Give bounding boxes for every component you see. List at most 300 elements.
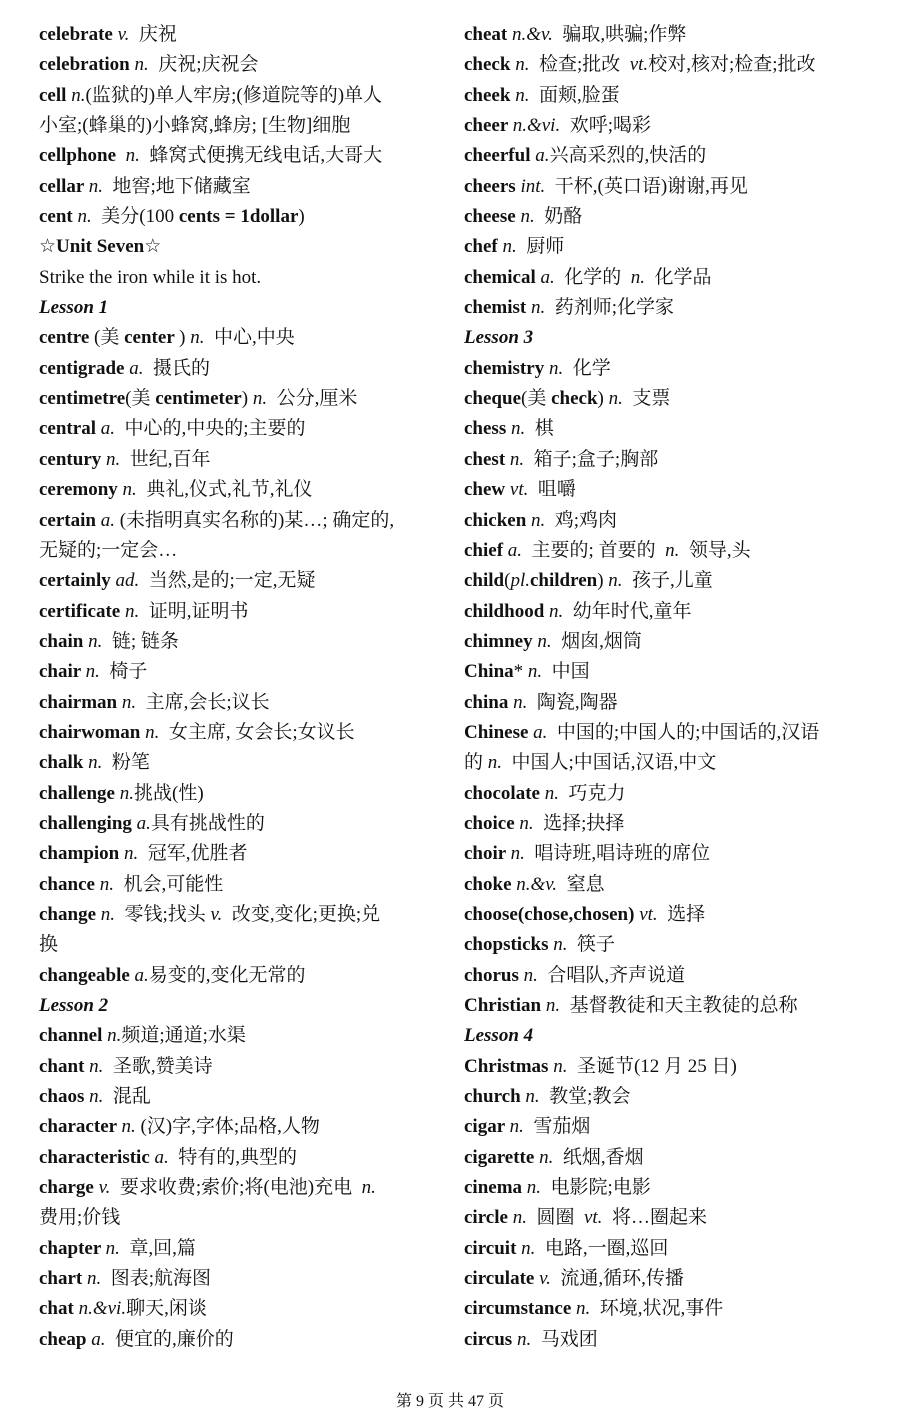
part-of-speech: vt. [639,903,658,925]
definition-text: 易变的,变化无常的 [148,964,306,986]
headword: cellar [39,175,89,197]
headword: ceremony [39,479,123,501]
headword: Chinese [464,721,534,743]
part-of-speech: n. [107,1025,122,1047]
part-of-speech: n. [85,661,100,683]
vocab-line [39,900,464,930]
part-of-speech: n. [630,266,646,288]
definition-text: Strike the iron while it is hot. [39,266,262,288]
vocab-line [464,566,889,596]
vocab-line [39,870,464,900]
headword: chef [464,236,503,258]
part-of-speech: n. [122,479,137,501]
definition-text: ) [597,570,609,592]
part-of-speech: n. [553,1055,568,1077]
headword: Christian [464,995,546,1016]
definition-text: (美 [521,388,552,410]
definition-text: 圣歌,赞美诗 [103,1055,213,1077]
part-of-speech: n. [106,448,121,470]
headword: centre [39,327,95,349]
vocab-line [464,536,889,566]
vocab-line [39,445,464,475]
part-of-speech: a. [540,266,555,288]
vocab-line [39,657,464,687]
definition-text: 药剂师;化学家 [545,297,675,319]
headword: china [464,691,514,713]
definition-text: 机会,可能性 [113,873,224,895]
definition-text: 无疑的;一定会… [39,539,178,561]
vocab-line [39,506,464,536]
vocab-line [464,202,889,232]
vocab-line [39,323,464,353]
definition-text: 中心的,中央的;主要的 [114,418,306,440]
headword: choir [464,843,511,865]
vocab-line [39,809,464,839]
vocab-line [464,627,889,657]
headword: choice [464,812,520,834]
headword: check [464,54,516,76]
vocab-line [39,81,464,111]
definition-text: 唱诗班,唱诗班的席位 [524,843,711,865]
headword: celebration [39,54,135,76]
left-column [39,20,464,1355]
definition-text: 基督教徒和天主教徒的总称 [560,995,798,1016]
part-of-speech: n. [520,206,535,228]
part-of-speech: n. [361,1177,376,1199]
headword: centimetre [39,388,126,410]
headword: choose(chose,chosen) [464,903,640,925]
part-of-speech: vt. [583,1207,603,1229]
page-number-footer: 第 9 页 共 47 页 [395,1393,504,1410]
definition-text: 流通,循环,传播 [550,1268,684,1290]
headword: chance [39,873,100,895]
definition-text: 当然,是的;一定,无疑 [139,570,316,592]
vocab-line [464,475,889,505]
definition-text: 链; 链条 [102,630,179,652]
headword: certain [39,509,101,531]
vocab-line [464,870,889,900]
vocab-line [39,930,464,960]
part-of-speech: n. [119,782,134,804]
part-of-speech: n. [134,54,149,76]
headword: cheap [39,1328,92,1350]
headword: centigrade [39,357,130,379]
headword: chart [39,1268,88,1290]
headword: chant [39,1055,90,1077]
vocab-line [39,475,464,505]
headword: cheque [464,388,521,410]
definition-text: (未指明真实名称的)某…; 确定的, [114,509,395,531]
lesson-heading: Lesson 3 [464,327,534,349]
definition-text: 化学品 [645,266,712,288]
definition-text: 中国的;中国人的;中国话的,汉语 [547,721,820,743]
definition-text: 具有挑战性的 [150,812,265,834]
headword: cigar [464,1116,510,1138]
definition-text: 环境,状况,事件 [590,1298,724,1320]
vocab-line [464,961,889,991]
part-of-speech: n. [87,1268,102,1290]
vocab-line [39,839,464,869]
definition-text: 中国 [542,661,590,683]
vocab-line [39,111,464,141]
headword: circus [464,1328,517,1350]
definition-text: 主席,会长;议长 [136,691,270,713]
definition-text: 纸烟,香烟 [553,1146,644,1168]
part-of-speech: n. [89,1086,104,1108]
definition-text: 陶瓷,陶器 [527,691,618,713]
part-of-speech: n. [190,327,205,349]
vocab-line [464,1203,889,1233]
part-of-speech: a. [134,964,149,986]
headword: cell [39,84,72,106]
vocab-line [39,232,464,262]
headword: chapter [39,1237,106,1259]
part-of-speech: n. [487,752,503,774]
vocab-line [39,172,464,202]
part-of-speech: n. [665,539,680,561]
definition-text: 庆祝;庆祝会 [148,54,259,76]
headword: champion [39,843,124,865]
part-of-speech: a. [154,1146,169,1168]
vocab-line [39,414,464,444]
vocab-line [464,354,889,384]
vocab-line [39,627,464,657]
headword: chemical [464,266,541,288]
vocab-line [464,384,889,414]
headword: chicken [464,509,532,531]
part-of-speech: n. [71,84,86,106]
headword: child [464,570,505,592]
vocab-line [464,172,889,202]
headword: center [124,327,180,349]
headword: chalk [39,752,89,774]
part-of-speech: n. [105,1237,120,1259]
definition-text: 地窖;地下储藏室 [103,175,251,197]
part-of-speech: a. [100,418,115,440]
headword: China [464,661,514,683]
definition-text: 厨师 [516,236,565,258]
part-of-speech: n. [545,995,561,1016]
definition-text: (美 [94,327,125,349]
vocab-line [39,1082,464,1112]
definition-text: 干杯,(英口语)谢谢,再见 [545,175,748,197]
definition-text: 巧克力 [558,782,626,804]
vocab-line [464,839,889,869]
headword: certainly [39,570,116,592]
headword: cheese [464,206,521,228]
definition-text: ) [597,388,609,410]
definition-text: 教堂;教会 [539,1086,631,1108]
definition-text: (汉)字,字体;品格,人物 [135,1116,320,1138]
definition-text: 骗取,哄骗;作弊 [552,24,687,45]
part-of-speech: n. [145,721,160,743]
definition-text: 鸡;鸡肉 [545,509,618,531]
vocab-line [464,597,889,627]
headword: challenging [39,812,137,834]
definition-text: ) [179,327,191,349]
headword: cheek [464,84,516,106]
part-of-speech: n. [553,934,568,956]
headword: chimney [464,630,538,652]
part-of-speech: n. [576,1298,591,1320]
part-of-speech: n. [531,509,546,531]
vocab-line [39,1325,464,1355]
headword: circuit [464,1237,522,1259]
definition-text: 图表;航海图 [101,1268,212,1290]
vocab-line [39,536,464,566]
definition-text: 女主席, 女会长;女议长 [159,721,355,743]
part-of-speech: n. [77,206,92,228]
part-of-speech: n. [100,903,115,925]
vocab-line [464,50,889,80]
definition-text: 马戏团 [531,1328,598,1350]
definition-text: 化学的 [554,266,631,288]
definition-text: 小室;(蜂巢的)小蜂窝,蜂房; [生物]细胞 [39,115,351,137]
part-of-speech: n.&v. [516,873,558,895]
headword: chest [464,448,510,470]
part-of-speech: v. [98,1177,111,1199]
headword: chairwoman [39,721,146,743]
part-of-speech: n. [502,236,517,258]
vocab-line [39,779,464,809]
definition-text: 棋 [525,418,554,440]
vocab-line [464,991,889,1021]
part-of-speech: n. [510,843,525,865]
part-of-speech: n. [515,54,530,76]
part-of-speech: n. [509,448,525,470]
vocab-line [464,1143,889,1173]
definition-text: 特有的,典型的 [168,1146,298,1168]
lesson-heading: Lesson 2 [39,995,109,1016]
definition-text: 挑战(性) [134,782,204,804]
vocab-line [39,1234,464,1264]
definition-text: ☆ [144,236,162,258]
headword: chopsticks [464,934,554,956]
vocab-line [464,141,889,171]
definition-text: 咀嚼 [528,479,576,501]
part-of-speech: n. [526,1177,542,1199]
part-of-speech: v. [539,1268,551,1290]
definition-text: 奶酪 [534,206,583,228]
vocab-line [39,1173,464,1203]
definition-text: 换 [39,934,59,956]
vocab-line [464,293,889,323]
definition-text: 美分(100 [91,206,179,228]
vocab-line [464,1325,889,1355]
vocab-line [39,263,464,293]
part-of-speech: a. [535,145,550,167]
definition-text: 校对,核对;检查;批改 [648,54,816,76]
part-of-speech: n. [549,600,564,622]
headword: cents = 1dollar [178,206,299,228]
definition-text: 摄氏的 [143,357,210,379]
part-of-speech: n. [121,1116,136,1138]
vocab-line [39,597,464,627]
vocab-line [39,991,464,1021]
vocab-line [39,202,464,232]
headword: chorus [464,964,524,986]
vocab-line [464,688,889,718]
definition-text: (监狱的)单人牢房;(修道院等的)单人 [85,84,383,106]
definition-text: ☆ [39,236,57,258]
part-of-speech: n. [88,752,103,774]
headword: circumstance [464,1298,577,1320]
headword: challenge [39,782,120,804]
part-of-speech: n. [523,964,538,986]
definition-text: 化学 [563,357,611,379]
headword: childhood [464,600,550,622]
definition-text: 频道;通道;水渠 [121,1025,246,1047]
headword: cheers [464,175,521,197]
part-of-speech: n. [252,388,268,410]
part-of-speech: n. [88,630,103,652]
headword: church [464,1086,526,1108]
vocab-line [464,809,889,839]
part-of-speech: n. [548,357,564,379]
part-of-speech: vt. [509,479,529,501]
part-of-speech: n. [512,1207,527,1229]
headword: circulate [464,1268,540,1290]
vocab-line [39,293,464,323]
part-of-speech: ad. [115,570,140,592]
headword: chairman [39,691,122,713]
headword: Unit Seven [56,236,145,258]
definition-text: 圆圈 [526,1207,584,1229]
vocab-line [464,1173,889,1203]
headword: changeable [39,964,135,986]
part-of-speech: a. [136,812,151,834]
definition-text: 中心,中央 [204,327,295,349]
vocab-line [39,566,464,596]
headword: cheerful [464,145,536,167]
vocab-line [464,1082,889,1112]
definition-text: 雪茄烟 [523,1116,591,1138]
definition-text: * [513,661,528,683]
headword: choke [464,873,517,895]
vocab-line [464,506,889,536]
vocab-line [464,657,889,687]
part-of-speech: a. [129,357,144,379]
part-of-speech: n. [516,1328,532,1350]
vocab-line [464,930,889,960]
headword: chemistry [464,357,549,379]
vocab-line [464,1234,889,1264]
vocab-line [464,900,889,930]
part-of-speech: n.&v. [512,24,553,45]
headword: centimeter [155,388,242,410]
part-of-speech: n. [125,145,140,167]
definition-text: 改变,变化;更换;兑 [222,903,381,925]
definition-text: 公分,厘米 [267,388,358,410]
headword: children [529,570,598,592]
vocab-line [464,111,889,141]
definition-text: 要求收费;索价;将(电池)充电 [110,1177,362,1199]
part-of-speech: n. [99,873,114,895]
vocab-line [464,323,889,353]
vocab-line [39,1203,464,1233]
vocab-line [464,779,889,809]
part-of-speech: a. [100,509,115,531]
headword: cellphone [39,145,126,167]
definition-text: 世纪,百年 [120,448,211,470]
headword: character [39,1116,122,1138]
vocab-line [39,141,464,171]
definition-text: 欢呼;喝彩 [560,115,651,137]
definition-text: 电路,一圈,巡回 [535,1237,669,1259]
headword: cheat [464,24,513,45]
vocab-line [39,1264,464,1294]
part-of-speech: n. [608,570,623,592]
vocab-line [39,1021,464,1051]
definition-text: 兴高采烈的,快活的 [549,145,707,167]
vocab-line [464,263,889,293]
part-of-speech: n. [527,661,543,683]
part-of-speech: n. [121,691,137,713]
vocab-line [39,1052,464,1082]
vocab-line [464,1052,889,1082]
vocab-line [464,20,889,50]
definition-text: 合唱队,齐声说道 [537,964,686,986]
definition-text: 窒息 [557,873,605,895]
definition-text: 蜂窝式便携无线电话,大哥大 [139,145,383,167]
part-of-speech: n. [537,630,552,652]
definition-text: 便宜的,廉价的 [105,1328,234,1350]
headword: chat [39,1298,79,1320]
definition-text: 检查;批改 [529,54,630,76]
definition-text: 中国人;中国话,汉语,中文 [502,752,717,774]
headword: characteristic [39,1146,155,1168]
lesson-heading: Lesson 1 [39,297,109,319]
definition-text: 孩子,儿童 [622,570,713,592]
vocab-line [39,1143,464,1173]
part-of-speech: pl. [510,570,530,592]
part-of-speech: v. [210,903,223,925]
vocab-line [39,20,464,50]
vocab-line [464,445,889,475]
vocab-line [464,748,889,778]
vocab-line [39,718,464,748]
definition-text: 冠军,优胜者 [138,843,248,865]
right-column [464,20,889,1355]
vocab-line [464,1264,889,1294]
headword: chocolate [464,782,545,804]
headword: check [551,388,598,410]
part-of-speech: n.&vi. [78,1298,127,1320]
vocab-line [39,50,464,80]
definition-text: 的 [464,752,488,774]
vocab-line [39,384,464,414]
part-of-speech: n. [510,418,526,440]
definition-text: 聊天,闲谈 [126,1298,207,1320]
headword: Christmas [464,1055,554,1077]
headword: charge [39,1177,99,1199]
headword: cheer [464,115,513,137]
vocab-line [39,1294,464,1324]
headword: chair [39,661,86,683]
headword: century [39,448,107,470]
part-of-speech: n. [608,388,623,410]
part-of-speech: a. [91,1328,106,1350]
definition-text: 零钱;找头 [115,903,211,925]
definition-text: 烟囱,烟筒 [551,630,642,652]
definition-text: 领导,头 [679,539,751,561]
vocab-line [464,1021,889,1051]
headword: celebrate [39,24,118,45]
headword: change [39,903,101,925]
part-of-speech: n. [519,812,534,834]
headword: chain [39,630,89,652]
headword: chief [464,539,508,561]
